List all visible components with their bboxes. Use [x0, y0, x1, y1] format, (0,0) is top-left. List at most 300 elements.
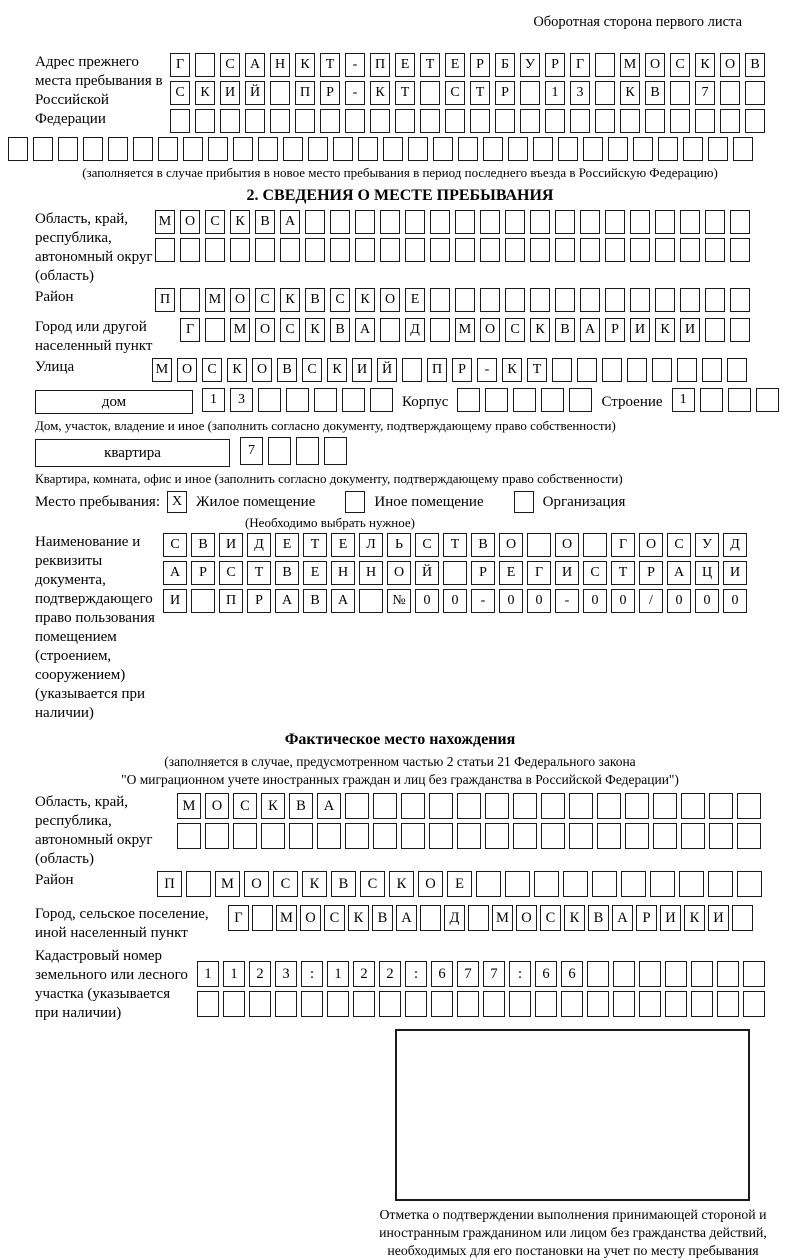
- char-box[interactable]: О: [645, 53, 665, 77]
- char-box[interactable]: [534, 871, 559, 897]
- char-box[interactable]: 6: [561, 961, 583, 987]
- char-box[interactable]: Б: [495, 53, 515, 77]
- char-box[interactable]: Р: [495, 81, 515, 105]
- char-box[interactable]: В: [330, 318, 350, 342]
- char-box[interactable]: [345, 793, 369, 819]
- char-box[interactable]: К: [389, 871, 414, 897]
- char-box[interactable]: [355, 210, 375, 234]
- char-box[interactable]: [457, 793, 481, 819]
- char-box[interactable]: [730, 210, 750, 234]
- char-box[interactable]: 2: [379, 961, 401, 987]
- char-box[interactable]: Е: [395, 53, 415, 77]
- char-box[interactable]: [261, 823, 285, 849]
- char-box[interactable]: [402, 358, 422, 382]
- char-box[interactable]: [691, 961, 713, 987]
- char-box[interactable]: [733, 137, 753, 161]
- char-box[interactable]: [727, 358, 747, 382]
- char-box[interactable]: К: [295, 53, 315, 77]
- char-box[interactable]: Т: [395, 81, 415, 105]
- char-box[interactable]: [205, 238, 225, 262]
- char-box[interactable]: Е: [303, 561, 327, 585]
- char-box[interactable]: А: [163, 561, 187, 585]
- char-box[interactable]: [595, 109, 615, 133]
- char-box[interactable]: [275, 991, 297, 1017]
- char-box[interactable]: [513, 823, 537, 849]
- char-box[interactable]: [705, 288, 725, 312]
- char-box[interactable]: [653, 823, 677, 849]
- char-box[interactable]: С: [415, 533, 439, 557]
- char-box[interactable]: [680, 288, 700, 312]
- char-box[interactable]: П: [219, 589, 243, 613]
- char-box[interactable]: Г: [611, 533, 635, 557]
- char-box[interactable]: О: [177, 358, 197, 382]
- char-box[interactable]: [720, 109, 740, 133]
- char-box[interactable]: [353, 991, 375, 1017]
- char-box[interactable]: О: [720, 53, 740, 77]
- char-box[interactable]: [485, 388, 508, 412]
- char-box[interactable]: Р: [639, 561, 663, 585]
- char-box[interactable]: С: [302, 358, 322, 382]
- char-box[interactable]: С: [330, 288, 350, 312]
- char-box[interactable]: Е: [445, 53, 465, 77]
- char-box[interactable]: А: [317, 793, 341, 819]
- char-box[interactable]: М: [276, 905, 297, 931]
- char-box[interactable]: Е: [405, 288, 425, 312]
- char-box[interactable]: Г: [180, 318, 200, 342]
- char-box[interactable]: К: [227, 358, 247, 382]
- char-box[interactable]: С: [670, 53, 690, 77]
- char-box[interactable]: М: [205, 288, 225, 312]
- char-box[interactable]: [737, 823, 761, 849]
- char-box[interactable]: [597, 793, 621, 819]
- char-box[interactable]: М: [155, 210, 175, 234]
- char-box[interactable]: Й: [245, 81, 265, 105]
- char-box[interactable]: [681, 823, 705, 849]
- char-box[interactable]: [709, 793, 733, 819]
- char-box[interactable]: [677, 358, 697, 382]
- char-box[interactable]: И: [219, 533, 243, 557]
- char-box[interactable]: Н: [331, 561, 355, 585]
- char-box[interactable]: [732, 905, 753, 931]
- char-box[interactable]: В: [275, 561, 299, 585]
- char-box[interactable]: О: [555, 533, 579, 557]
- char-box[interactable]: 3: [275, 961, 297, 987]
- char-box[interactable]: В: [372, 905, 393, 931]
- char-box[interactable]: [705, 210, 725, 234]
- char-box[interactable]: М: [455, 318, 475, 342]
- char-box[interactable]: :: [509, 961, 531, 987]
- char-box[interactable]: [709, 823, 733, 849]
- char-box[interactable]: [577, 358, 597, 382]
- char-box[interactable]: С: [360, 871, 385, 897]
- char-box[interactable]: С: [583, 561, 607, 585]
- char-box[interactable]: [327, 991, 349, 1017]
- char-box[interactable]: Л: [359, 533, 383, 557]
- char-box[interactable]: Р: [545, 53, 565, 77]
- char-box[interactable]: [308, 137, 328, 161]
- char-box[interactable]: [558, 137, 578, 161]
- char-box[interactable]: [520, 109, 540, 133]
- char-box[interactable]: Т: [443, 533, 467, 557]
- char-box[interactable]: [513, 388, 536, 412]
- char-box[interactable]: К: [355, 288, 375, 312]
- char-box[interactable]: [345, 109, 365, 133]
- char-box[interactable]: В: [471, 533, 495, 557]
- char-box[interactable]: И: [352, 358, 372, 382]
- char-box[interactable]: А: [245, 53, 265, 77]
- char-box[interactable]: [380, 210, 400, 234]
- char-box[interactable]: [430, 238, 450, 262]
- char-box[interactable]: [420, 81, 440, 105]
- char-box[interactable]: 1: [545, 81, 565, 105]
- char-box[interactable]: [195, 53, 215, 77]
- char-box[interactable]: [513, 793, 537, 819]
- char-box[interactable]: К: [655, 318, 675, 342]
- char-box[interactable]: [373, 793, 397, 819]
- char-box[interactable]: С: [280, 318, 300, 342]
- char-box[interactable]: [743, 991, 765, 1017]
- char-box[interactable]: Ь: [387, 533, 411, 557]
- char-box[interactable]: [745, 109, 765, 133]
- char-box[interactable]: [245, 109, 265, 133]
- char-box[interactable]: К: [195, 81, 215, 105]
- char-box[interactable]: [655, 210, 675, 234]
- char-box[interactable]: /: [639, 589, 663, 613]
- char-box[interactable]: [625, 823, 649, 849]
- char-box[interactable]: М: [152, 358, 172, 382]
- char-box[interactable]: Р: [636, 905, 657, 931]
- char-box[interactable]: [443, 561, 467, 585]
- char-box[interactable]: [545, 109, 565, 133]
- char-box[interactable]: [655, 238, 675, 262]
- char-box[interactable]: [433, 137, 453, 161]
- char-box[interactable]: [533, 137, 553, 161]
- char-box[interactable]: [681, 793, 705, 819]
- char-box[interactable]: М: [620, 53, 640, 77]
- char-box[interactable]: [401, 823, 425, 849]
- char-box[interactable]: К: [280, 288, 300, 312]
- char-box[interactable]: [195, 109, 215, 133]
- char-box[interactable]: С: [220, 53, 240, 77]
- char-box[interactable]: [430, 288, 450, 312]
- char-box[interactable]: [301, 991, 323, 1017]
- char-box[interactable]: С: [163, 533, 187, 557]
- char-box[interactable]: -: [471, 589, 495, 613]
- char-box[interactable]: А: [612, 905, 633, 931]
- char-box[interactable]: А: [580, 318, 600, 342]
- char-box[interactable]: [220, 109, 240, 133]
- char-box[interactable]: [401, 793, 425, 819]
- char-box[interactable]: В: [555, 318, 575, 342]
- char-box[interactable]: О: [516, 905, 537, 931]
- char-box[interactable]: Г: [527, 561, 551, 585]
- char-box[interactable]: [630, 288, 650, 312]
- char-box[interactable]: К: [261, 793, 285, 819]
- char-box[interactable]: 6: [431, 961, 453, 987]
- char-box[interactable]: [180, 238, 200, 262]
- char-box[interactable]: [183, 137, 203, 161]
- char-box[interactable]: [728, 388, 751, 412]
- char-box[interactable]: [445, 109, 465, 133]
- char-box[interactable]: Р: [605, 318, 625, 342]
- char-box[interactable]: [705, 238, 725, 262]
- char-box[interactable]: [535, 991, 557, 1017]
- char-box[interactable]: [177, 823, 201, 849]
- char-box[interactable]: [587, 991, 609, 1017]
- char-box[interactable]: И: [163, 589, 187, 613]
- char-box[interactable]: [730, 288, 750, 312]
- char-box[interactable]: Т: [527, 358, 547, 382]
- char-box[interactable]: [639, 991, 661, 1017]
- char-box[interactable]: [737, 793, 761, 819]
- char-box[interactable]: К: [530, 318, 550, 342]
- char-box[interactable]: [249, 991, 271, 1017]
- char-box[interactable]: [745, 81, 765, 105]
- char-box[interactable]: [505, 238, 525, 262]
- char-box[interactable]: Е: [499, 561, 523, 585]
- char-box[interactable]: В: [305, 288, 325, 312]
- char-box[interactable]: [702, 358, 722, 382]
- char-box[interactable]: [655, 288, 675, 312]
- char-box[interactable]: И: [708, 905, 729, 931]
- char-box[interactable]: С: [324, 905, 345, 931]
- char-box[interactable]: [555, 238, 575, 262]
- char-box[interactable]: 2: [249, 961, 271, 987]
- char-box[interactable]: [280, 238, 300, 262]
- char-box[interactable]: [191, 589, 215, 613]
- char-box[interactable]: 6: [535, 961, 557, 987]
- char-box[interactable]: Г: [228, 905, 249, 931]
- char-box[interactable]: [458, 137, 478, 161]
- char-box[interactable]: 1: [202, 388, 225, 412]
- char-box[interactable]: [583, 533, 607, 557]
- char-box[interactable]: [270, 109, 290, 133]
- char-box[interactable]: [756, 388, 779, 412]
- char-box[interactable]: [476, 871, 501, 897]
- char-box[interactable]: В: [289, 793, 313, 819]
- char-box[interactable]: [613, 961, 635, 987]
- char-box[interactable]: X: [167, 491, 187, 513]
- char-box[interactable]: [670, 81, 690, 105]
- char-box[interactable]: -: [477, 358, 497, 382]
- char-box[interactable]: 7: [483, 961, 505, 987]
- char-box[interactable]: [258, 137, 278, 161]
- char-box[interactable]: [258, 388, 281, 412]
- char-box[interactable]: М: [177, 793, 201, 819]
- char-box[interactable]: [569, 793, 593, 819]
- char-box[interactable]: [683, 137, 703, 161]
- char-box[interactable]: А: [667, 561, 691, 585]
- char-box[interactable]: А: [275, 589, 299, 613]
- char-box[interactable]: [295, 109, 315, 133]
- char-box[interactable]: Т: [611, 561, 635, 585]
- char-box[interactable]: Р: [191, 561, 215, 585]
- char-box[interactable]: Т: [470, 81, 490, 105]
- char-box[interactable]: [430, 210, 450, 234]
- char-box[interactable]: [155, 238, 175, 262]
- char-box[interactable]: А: [396, 905, 417, 931]
- char-box[interactable]: [485, 793, 509, 819]
- char-box[interactable]: Г: [570, 53, 590, 77]
- char-box[interactable]: [645, 109, 665, 133]
- char-box[interactable]: [480, 288, 500, 312]
- char-box[interactable]: [743, 961, 765, 987]
- char-box[interactable]: [541, 823, 565, 849]
- char-box[interactable]: [495, 109, 515, 133]
- char-box[interactable]: С: [445, 81, 465, 105]
- char-box[interactable]: [595, 53, 615, 77]
- char-box[interactable]: В: [191, 533, 215, 557]
- char-box[interactable]: №: [387, 589, 411, 613]
- char-box[interactable]: [345, 491, 365, 513]
- char-box[interactable]: [355, 238, 375, 262]
- char-box[interactable]: С: [202, 358, 222, 382]
- char-box[interactable]: [252, 905, 273, 931]
- char-box[interactable]: [527, 533, 551, 557]
- char-box[interactable]: [569, 823, 593, 849]
- char-box[interactable]: [108, 137, 128, 161]
- char-box[interactable]: 1: [672, 388, 695, 412]
- char-box[interactable]: 7: [240, 437, 263, 465]
- char-box[interactable]: [717, 961, 739, 987]
- char-box[interactable]: О: [499, 533, 523, 557]
- char-box[interactable]: [429, 793, 453, 819]
- char-box[interactable]: 3: [570, 81, 590, 105]
- char-box[interactable]: [630, 210, 650, 234]
- char-box[interactable]: В: [331, 871, 356, 897]
- char-box[interactable]: В: [745, 53, 765, 77]
- char-box[interactable]: [555, 288, 575, 312]
- char-box[interactable]: [431, 991, 453, 1017]
- char-box[interactable]: [514, 491, 534, 513]
- char-box[interactable]: [286, 388, 309, 412]
- char-box[interactable]: [480, 210, 500, 234]
- char-box[interactable]: [695, 109, 715, 133]
- char-box[interactable]: [555, 210, 575, 234]
- char-box[interactable]: [569, 388, 592, 412]
- char-box[interactable]: О: [252, 358, 272, 382]
- char-box[interactable]: 2: [353, 961, 375, 987]
- char-box[interactable]: :: [405, 961, 427, 987]
- char-box[interactable]: [613, 991, 635, 1017]
- char-box[interactable]: К: [327, 358, 347, 382]
- char-box[interactable]: [587, 961, 609, 987]
- char-box[interactable]: И: [220, 81, 240, 105]
- char-box[interactable]: А: [280, 210, 300, 234]
- char-box[interactable]: Р: [247, 589, 271, 613]
- char-box[interactable]: В: [645, 81, 665, 105]
- char-box[interactable]: [317, 823, 341, 849]
- char-box[interactable]: Т: [303, 533, 327, 557]
- char-box[interactable]: [552, 358, 572, 382]
- char-box[interactable]: А: [331, 589, 355, 613]
- char-box[interactable]: [305, 238, 325, 262]
- char-box[interactable]: Р: [320, 81, 340, 105]
- char-box[interactable]: [233, 137, 253, 161]
- char-box[interactable]: [320, 109, 340, 133]
- char-box[interactable]: [230, 238, 250, 262]
- char-box[interactable]: А: [355, 318, 375, 342]
- char-box[interactable]: [580, 288, 600, 312]
- char-box[interactable]: О: [380, 288, 400, 312]
- char-box[interactable]: [652, 358, 672, 382]
- char-box[interactable]: [483, 137, 503, 161]
- char-box[interactable]: О: [230, 288, 250, 312]
- char-box[interactable]: К: [684, 905, 705, 931]
- char-box[interactable]: И: [555, 561, 579, 585]
- char-box[interactable]: [405, 210, 425, 234]
- char-box[interactable]: В: [277, 358, 297, 382]
- char-box[interactable]: 7: [695, 81, 715, 105]
- char-box[interactable]: [359, 589, 383, 613]
- char-box[interactable]: Ц: [695, 561, 719, 585]
- char-box[interactable]: [270, 81, 290, 105]
- char-box[interactable]: [420, 905, 441, 931]
- char-box[interactable]: К: [348, 905, 369, 931]
- char-box[interactable]: О: [244, 871, 269, 897]
- char-box[interactable]: Д: [723, 533, 747, 557]
- char-box[interactable]: [205, 823, 229, 849]
- char-box[interactable]: С: [667, 533, 691, 557]
- char-box[interactable]: [430, 318, 450, 342]
- char-box[interactable]: К: [695, 53, 715, 77]
- char-box[interactable]: [580, 210, 600, 234]
- char-box[interactable]: 0: [499, 589, 523, 613]
- char-box[interactable]: С: [233, 793, 257, 819]
- char-box[interactable]: [255, 238, 275, 262]
- char-box[interactable]: [608, 137, 628, 161]
- char-box[interactable]: [455, 210, 475, 234]
- char-box[interactable]: -: [345, 53, 365, 77]
- char-box[interactable]: [408, 137, 428, 161]
- char-box[interactable]: [630, 238, 650, 262]
- char-box[interactable]: 0: [583, 589, 607, 613]
- char-box[interactable]: [429, 823, 453, 849]
- char-box[interactable]: М: [492, 905, 513, 931]
- char-box[interactable]: [33, 137, 53, 161]
- char-box[interactable]: Г: [170, 53, 190, 77]
- char-box[interactable]: 0: [667, 589, 691, 613]
- char-box[interactable]: М: [230, 318, 250, 342]
- char-box[interactable]: С: [170, 81, 190, 105]
- char-box[interactable]: [268, 437, 291, 465]
- char-box[interactable]: [592, 871, 617, 897]
- char-box[interactable]: [508, 137, 528, 161]
- char-box[interactable]: Т: [320, 53, 340, 77]
- char-box[interactable]: С: [540, 905, 561, 931]
- char-box[interactable]: О: [205, 793, 229, 819]
- char-box[interactable]: [680, 238, 700, 262]
- char-box[interactable]: [180, 288, 200, 312]
- char-box[interactable]: И: [723, 561, 747, 585]
- char-box[interactable]: К: [620, 81, 640, 105]
- char-box[interactable]: В: [588, 905, 609, 931]
- char-box[interactable]: [205, 318, 225, 342]
- char-box[interactable]: 1: [223, 961, 245, 987]
- char-box[interactable]: [405, 991, 427, 1017]
- char-box[interactable]: О: [180, 210, 200, 234]
- char-box[interactable]: [468, 905, 489, 931]
- char-box[interactable]: [563, 871, 588, 897]
- char-box[interactable]: [633, 137, 653, 161]
- char-box[interactable]: С: [205, 210, 225, 234]
- char-box[interactable]: [530, 210, 550, 234]
- char-box[interactable]: [223, 991, 245, 1017]
- char-box[interactable]: [665, 991, 687, 1017]
- char-box[interactable]: О: [255, 318, 275, 342]
- char-box[interactable]: [602, 358, 622, 382]
- char-box[interactable]: К: [230, 210, 250, 234]
